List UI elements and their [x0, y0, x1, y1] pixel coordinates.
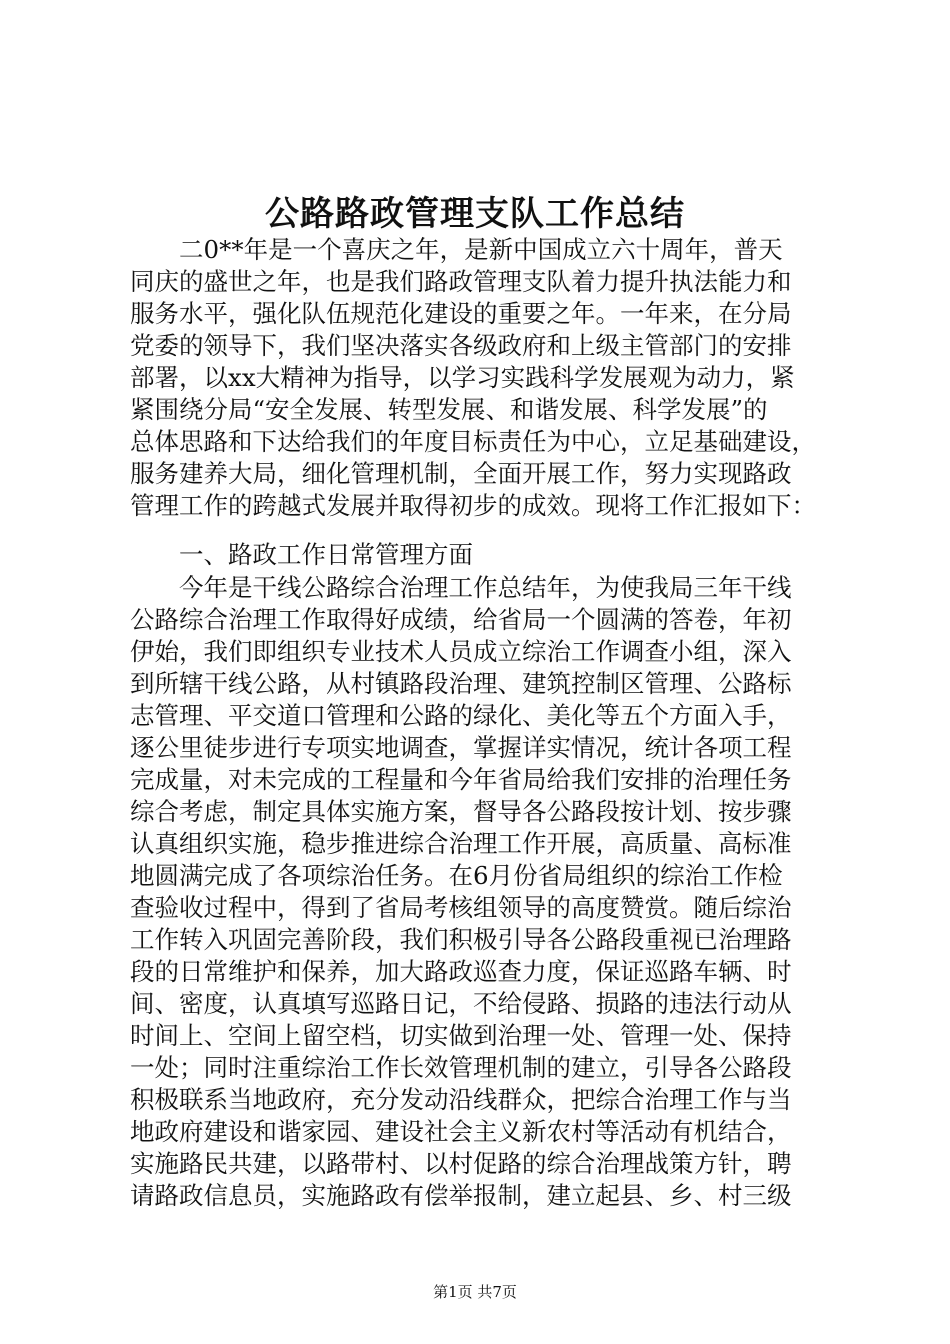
text-line: 总体思路和下达给我们的年度目标责任为中心，立足基础建设，	[130, 427, 816, 456]
text-line: 一处；同时注重综治工作长效管理机制的建立，引导各公路段	[130, 1053, 792, 1082]
text-line: 服务建养大局，细化管理机制，全面开展工作，努力实现路政	[130, 459, 792, 488]
text-line: 查验收过程中，得到了省局考核组领导的高度赞赏。随后综治	[130, 893, 792, 922]
text-line: 积极联系当地政府，充分发动沿线群众，把综合治理工作与当	[130, 1085, 792, 1114]
text-line: 二0**年是一个喜庆之年，是新中国成立六十周年，普天	[130, 235, 783, 264]
text-line: 今年是干线公路综合治理工作总结年，为使我局三年干线	[130, 573, 792, 602]
text-line: 公路综合治理工作取得好成绩，给省局一个圆满的答卷，年初	[130, 605, 792, 634]
page-number-footer: 第1页 共7页	[433, 1283, 517, 1301]
text-line: 紧围绕分局“安全发展、转型发展、和谐发展、科学发展”的	[130, 395, 768, 424]
section-heading	[130, 539, 850, 571]
intro-paragraph	[130, 234, 850, 522]
text-line: 实施路民共建，以路带村、以村促路的综合治理战策方针，聘	[130, 1149, 792, 1178]
text-line: 认真组织实施，稳步推进综合治理工作开展，高质量、高标准	[130, 829, 792, 858]
text-line: 工作转入巩固完善阶段，我们积极引导各公路段重视已治理路	[130, 925, 792, 954]
text-line: 间、密度，认真填写巡路日记，不给侵路、损路的违法行动从	[130, 989, 792, 1018]
text-line: 综合考虑，制定具体实施方案，督导各公路段按计划、按步骤	[130, 797, 792, 826]
document-title: 公路路政管理支队工作总结	[265, 194, 685, 234]
text-line: 段的日常维护和保养，加大路政巡查力度，保证巡路车辆、时	[130, 957, 792, 986]
text-line: 管理工作的跨越式发展并取得初步的成效。现将工作汇报如下：	[130, 491, 816, 520]
text-line: 部署，以xx大精神为指导，以学习实践科学发展观为动力，紧	[130, 363, 795, 392]
text-line: 请路政信息员，实施路政有偿举报制，建立起县、乡、村三级	[130, 1181, 792, 1210]
text-line: 完成量，对未完成的工程量和今年省局给我们安排的治理任务	[130, 765, 792, 794]
text-line: 志管理、平交道口管理和公路的绿化、美化等五个方面入手，	[130, 701, 792, 730]
text-line: 伊始，我们即组织专业技术人员成立综治工作调查小组，深入	[130, 637, 792, 666]
body-paragraph	[130, 572, 850, 1212]
text-line: 逐公里徒步进行专项实地调查，掌握详实情况，统计各项工程	[130, 733, 792, 762]
section-heading-text: 一、路政工作日常管理方面	[130, 540, 473, 569]
text-line: 地圆满完成了各项综治任务。在6月份省局组织的综治工作检	[130, 861, 783, 890]
text-line: 同庆的盛世之年，也是我们路政管理支队着力提升执法能力和	[130, 267, 792, 296]
text-line: 服务水平，强化队伍规范化建设的重要之年。一年来，在分局	[130, 299, 792, 328]
text-line: 时间上、空间上留空档，切实做到治理一处、管理一处、保持	[130, 1021, 792, 1050]
text-line: 党委的领导下，我们坚决落实各级政府和上级主管部门的安排	[130, 331, 792, 360]
text-line: 到所辖干线公路，从村镇路段治理、建筑控制区管理、公路标	[130, 669, 792, 698]
text-line: 地政府建设和谐家园、建设社会主义新农村等活动有机结合，	[130, 1117, 792, 1146]
